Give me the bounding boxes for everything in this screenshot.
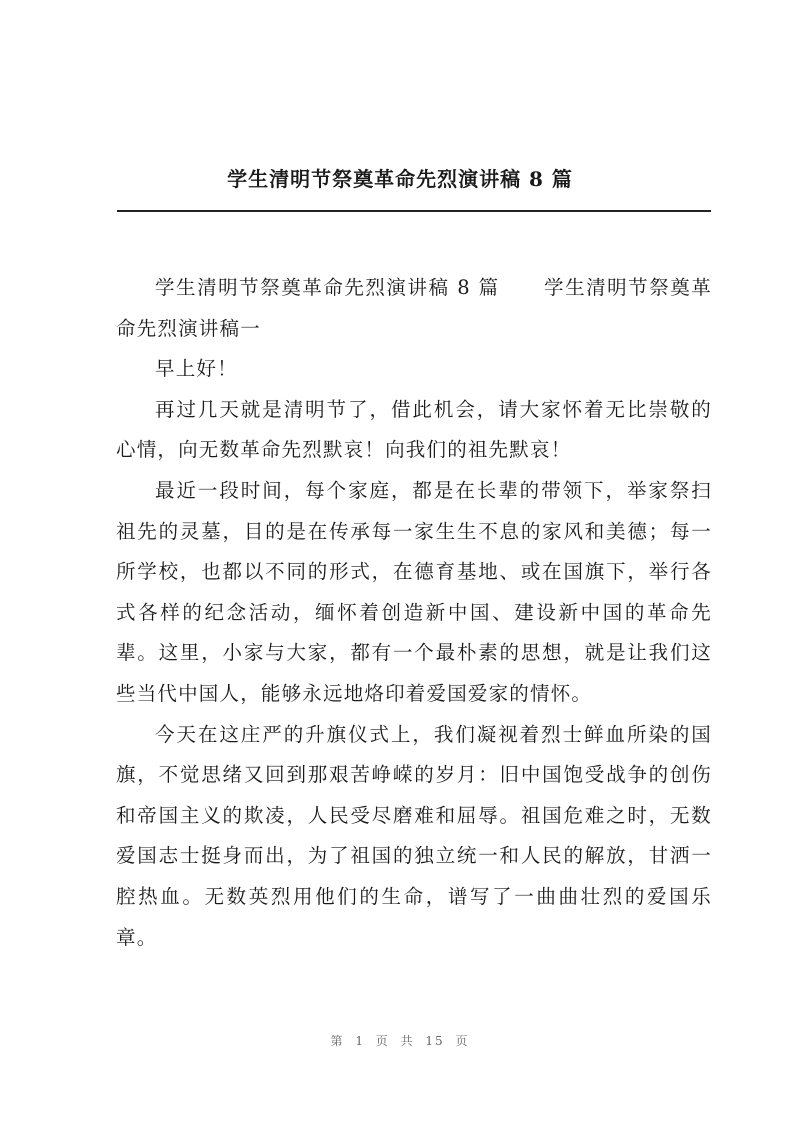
paragraph: 再过几天就是清明节了，借此机会，请大家怀着无比崇敬的心情，向无数革命先烈默哀！向我们的祖先默哀！ [116, 397, 712, 462]
page-title: 学生清明节祭奠革命先烈演讲稿 8 篇 [227, 167, 573, 191]
paragraph-heading [116, 268, 712, 349]
title-divider [117, 210, 711, 212]
paragraph-text: 学生清明节祭奠革命先烈演讲稿一 [116, 276, 713, 340]
document-body [116, 268, 712, 958]
paragraph: 今天在这庄严的升旗仪式上，我们凝视着烈士鲜血所染的国旗，不觉思绪又回到那艰苦峥嵘的岁月：旧中国饱受战争的创伤和帝国主义的欺凌，人民受尽磨难和屈辱。祖国危难之时，无数爱国志士挺身而出，为了祖国的独立统一和人民的解放，甘洒一腔热血。无数英烈用他们的生命，谱写了一曲曲壮烈的爱国乐章。 [116, 722, 712, 949]
paragraph: 早上好！ [155, 357, 238, 381]
page-number: 第 1 页 共 15 页 [330, 1034, 470, 1048]
paragraph-lead: 学生清明节祭奠革命先烈演讲稿 8 篇 [155, 276, 500, 299]
paragraph: 最近一段时间，每个家庭，都是在长辈的带领下，举家祭扫祖先的灵墓，目的是在传承每一家生生不息的家风和美德；每一所学校，也都以不同的形式，在德育基地、或在国旗下，举行各式各样的纪念活动，缅怀着创造新中国、建设新中国的革命先辈。这里，小家与大家，都有一个最朴素的思想，就是让我们这些当代中国人，能够永远地烙印着爱国爱家的情怀。 [116, 478, 712, 705]
